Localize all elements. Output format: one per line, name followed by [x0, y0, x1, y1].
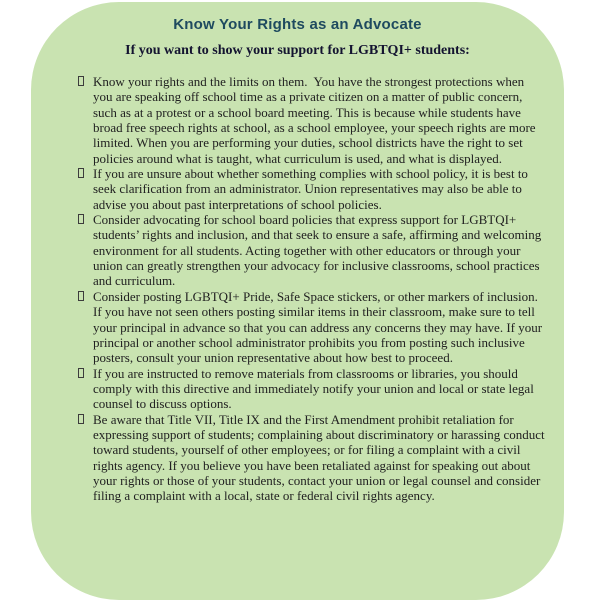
- rights-card: [31, 2, 564, 600]
- list-item: [78, 289, 550, 366]
- empty-checkbox-icon: [78, 414, 84, 424]
- bullet-text: Be aware that Title VII, Title IX and the First Amendment prohibit retaliation for expressing support of students; complaining about discriminatory or harassing conduct toward students, yourself of other employees; or for filing a complaint with a civil rights agency. If you believe you have been retaliated against for speaking out about your rights or those of your students, contact your union or legal counsel and consider filing a complaint with a local, state or federal civil rights agency.: [93, 411, 548, 504]
- empty-checkbox-icon: [78, 291, 84, 301]
- empty-checkbox-icon: [78, 368, 84, 378]
- bullet-text: If you are instructed to remove materials from classrooms or libraries, you should comply with this directive and immediately notify your union and local or state legal counsel to discuss options.: [93, 365, 538, 412]
- bullet-text: Know your rights and the limits on them. You have the strongest protections when you are speaking off school time as a private citizen on a matter of public concern, such as at a protest or a school board meeting. This is because while students have broad free speech rights at school, as a school employee, your speech rights are more limited. When you are performing your duties, school districts have the right to set policies around what is taught, what curriculum is used, and what is displayed.: [93, 74, 539, 166]
- empty-checkbox-icon: [78, 168, 84, 178]
- card-subtitle: If you want to show your support for LGBTQI+ students:: [125, 43, 470, 58]
- empty-checkbox-icon: [78, 76, 84, 86]
- advocacy-tips-list: [78, 74, 550, 504]
- bullet-text: Consider advocating for school board policies that express support for LGBTQI+ students’ rights and inclusion, and that seek to ensure a safe, affirming and welcoming environment for all students. Acting together with other educators or through your union can greatly strengthen your advocacy for inclusive classrooms, school practices and curriculum.: [93, 212, 545, 289]
- list-item: [78, 366, 550, 412]
- list-item: [78, 212, 550, 289]
- bullet-text: If you are unsure about whether something complies with school policy, it is best to seek clarification from an administrator. Union representatives may also be able to advise you about past interpretations of school policies.: [93, 166, 532, 212]
- card-title: Know Your Rights as an Advocate: [173, 16, 422, 33]
- list-item: [78, 412, 550, 504]
- bullet-text: Consider posting LGBTQI+ Pride, Safe Space stickers, or other markers of inclusion. If you have not seen others posting similar items in their classroom, make sure to tell your principal in advance so that you can address any concerns they may have. If your principal or another school administrator prohibits you from posting such inclusive posters, consult your union representative about how best to proceed.: [93, 288, 546, 366]
- empty-checkbox-icon: [78, 214, 84, 224]
- list-item: [78, 74, 550, 166]
- list-item: [78, 166, 550, 212]
